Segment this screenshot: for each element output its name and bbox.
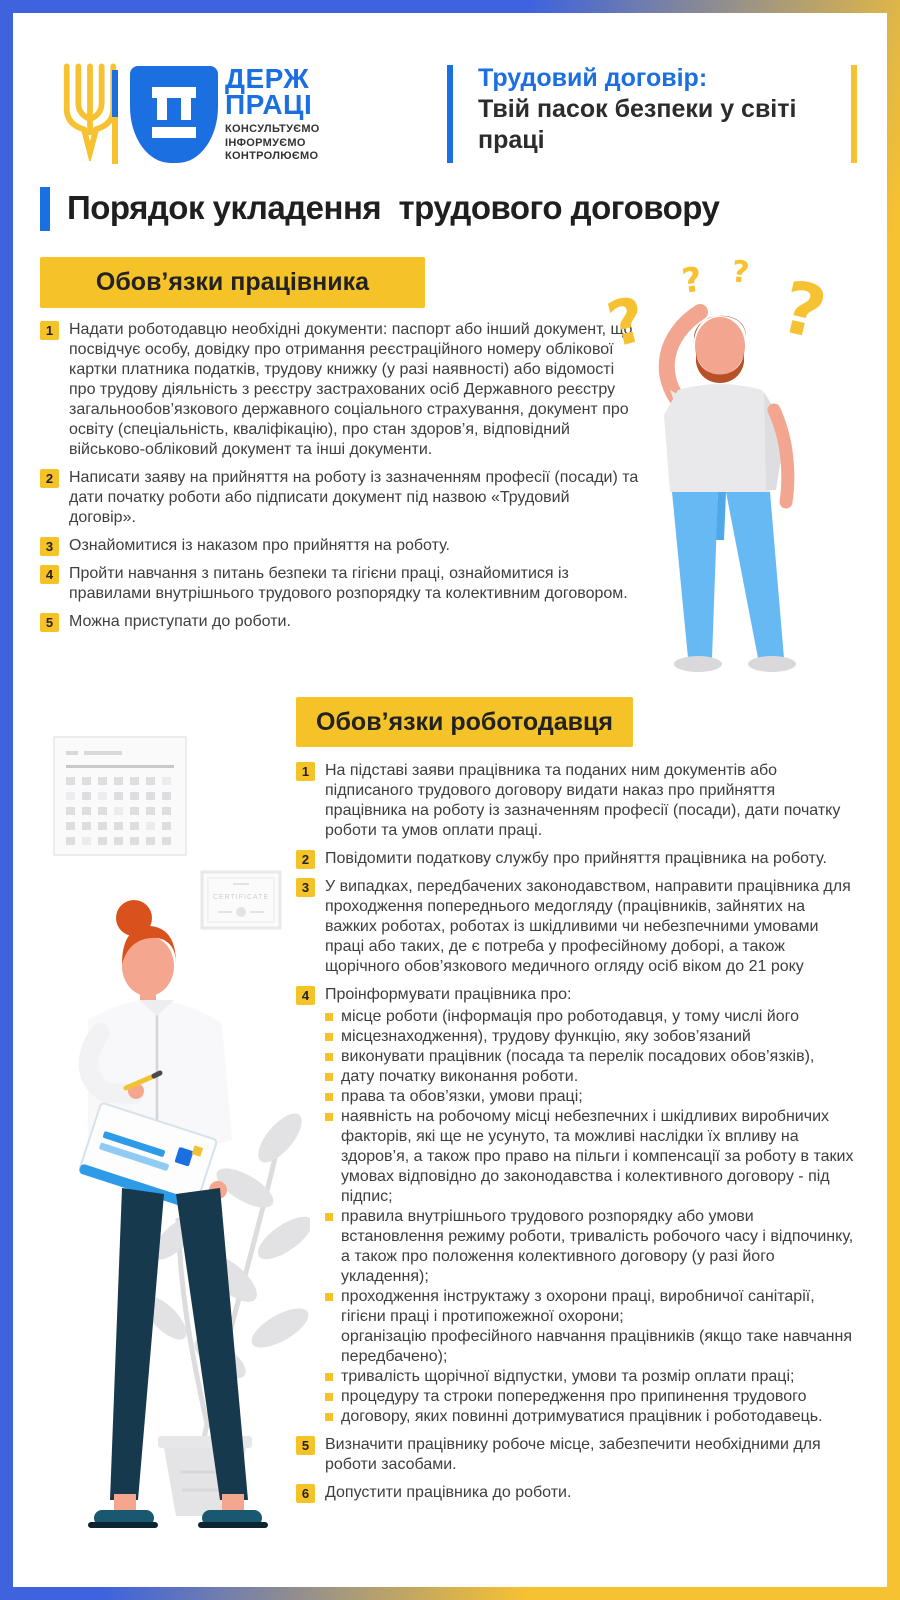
item-number-badge: 2 <box>40 469 59 488</box>
sub-item-text: наявність на робочому місці небезпечних і шкідливих виробничих факторів, які ще не усунуто, та можливі наслідки їх впливу на здоров’я, а також про право на пільги і компенсації за роботу в таких умовах відповідно до законодавства і колективного договору - під підпис; <box>341 1108 854 1205</box>
bullet-square-icon <box>325 1393 333 1401</box>
item-body <box>325 877 856 977</box>
svg-text:?: ? <box>600 282 653 362</box>
item-number-badge: 6 <box>296 1484 315 1503</box>
item-body <box>69 612 640 632</box>
poster-card <box>13 13 887 1587</box>
derzhpratsi-shield-icon <box>130 66 218 163</box>
sub-item-text: організацію професійного навчання працівників (якщо таке навчання передбачено); <box>341 1328 853 1365</box>
bullet-square-icon <box>325 1093 333 1101</box>
thinking-man-illustration <box>590 240 890 685</box>
title-accent-bar <box>40 187 50 231</box>
item-body <box>69 320 640 460</box>
svg-text:?: ? <box>729 254 751 291</box>
item-number-badge: 3 <box>296 878 315 897</box>
svg-text:?: ? <box>679 259 705 302</box>
slogan-left-bar <box>447 65 453 163</box>
sub-item-text: права та обов’язки, умови праці; <box>341 1088 583 1105</box>
bullet-square-icon <box>325 1053 333 1061</box>
item-number-badge: 3 <box>40 537 59 556</box>
sub-item <box>325 1067 856 1087</box>
item-text: Проінформувати працівника про: <box>325 986 572 1003</box>
item-body <box>69 468 640 528</box>
bullet-square-icon <box>325 1213 333 1221</box>
item-text: Допустити працівника до роботи. <box>325 1484 572 1501</box>
tagline-line3: КОНТРОЛЮЄМО <box>225 150 319 162</box>
list-item <box>296 877 856 977</box>
item-body <box>325 761 856 841</box>
sub-item <box>325 1387 856 1407</box>
sub-item-text: місце роботи (інформація про роботодавця, у тому числі його <box>341 1008 800 1025</box>
tagline-line1: КОНСУЛЬТУЄМО <box>225 123 320 135</box>
sub-item <box>325 1047 856 1067</box>
section-badge-employee: Обов’язки працівника <box>40 257 425 308</box>
item-number-badge: 5 <box>40 613 59 632</box>
sub-item <box>325 1027 856 1047</box>
list-item <box>40 612 640 632</box>
svg-text:?: ? <box>773 264 834 356</box>
item-number-badge: 1 <box>40 321 59 340</box>
item-number-badge: 4 <box>40 565 59 584</box>
sub-item <box>325 1087 856 1107</box>
sub-item-text: виконувати працівник (посада та перелік посадових обов’язків), <box>341 1048 815 1065</box>
bullet-square-icon <box>325 1113 333 1121</box>
item-body <box>69 564 640 604</box>
item-text: Повідомити податкову службу про прийняття працівника на роботу. <box>325 850 827 867</box>
employee-obligations-list <box>40 320 640 640</box>
item-text: Надати роботодавцю необхідні документи: паспорт або інший документ, що посвідчує особу, довідку про отримання реєстраційного номеру облікової картки платника податків, трудову книжку (у разі наявності) або відомості про трудову діяльність з реєстру застрахованих осіб Державного реєстру загальнообов’язкового державного соціального страхування, документ про освіту (спеціальність, кваліфікацію), про стан здоров’я, відповідний військово-обліковий документ та інші документи. <box>69 321 633 458</box>
item-body <box>69 536 640 556</box>
org-name-line2: ПРАЦІ <box>225 89 313 120</box>
item-text: На підставі заяви працівника та поданих ним документів або підписаного трудового договору видати наказ про прийняття працівника на роботу із зазначенням професії (посади), дати початку роботи та умов оплати праці. <box>325 762 841 839</box>
woman-with-documents-illustration <box>30 888 310 1563</box>
item-body <box>325 985 856 1427</box>
sub-item <box>325 1007 856 1027</box>
bullet-square-icon <box>325 1013 333 1021</box>
sub-item-text: правила внутрішнього трудового розпорядку або умови встановлення режиму роботи, тривалість робочого часу і відпочинку, а також про положення колективного договору (у разі його укладення); <box>341 1208 854 1285</box>
sub-item-text: дату початку виконання роботи. <box>341 1068 579 1085</box>
sub-item-text: проходження інструктажу з охорони праці, виробничої санітарії, гігієни праці і протипожежної охорони; <box>341 1288 815 1325</box>
bullet-square-icon <box>325 1413 333 1421</box>
item-body <box>325 849 856 869</box>
sub-item-text: процедуру та строки попередження про припинення трудового <box>341 1388 807 1405</box>
slogan-right-bar <box>851 65 857 163</box>
list-item <box>296 849 856 869</box>
item-body <box>325 1483 856 1503</box>
slogan-rest: Твій пасок безпеки у світі праці <box>478 95 797 154</box>
item-text: Ознайомитися із наказом про прийняття на роботу. <box>69 537 450 554</box>
sub-item <box>325 1367 856 1387</box>
item-body <box>325 1435 856 1475</box>
item-text: Пройти навчання з питань безпеки та гігієни праці, ознайомитися із правилами внутрішнього трудового розпорядку та колективним договором. <box>69 565 628 602</box>
item-number-badge: 5 <box>296 1436 315 1455</box>
item-text: Визначити працівнику робоче місце, забезпечити необхідними для роботи засобами. <box>325 1436 821 1473</box>
item-number-badge: 2 <box>296 850 315 869</box>
bullet-square-icon <box>325 1073 333 1081</box>
certificate-label: CERTIFICATE <box>212 894 270 901</box>
logo-divider-bar <box>112 70 118 164</box>
list-item <box>296 1483 856 1503</box>
slogan-highlight: Трудовий договір: <box>478 64 708 92</box>
list-item <box>296 985 856 1427</box>
item-text: У випадках, передбачених законодавством, направити працівника для проходження попереднього медогляду (працівників, зайнятих на важких роботах, роботах із шкідливими чи небезпечними умовами праці або таких, де є потреба у професійному доборі, а також щорічного обов’язкового медичного огляду осіб віком до 21 року <box>325 878 851 975</box>
list-item <box>40 536 640 556</box>
calendar-illustration <box>52 735 188 862</box>
sub-item-text: тривалість щорічної відпустки, умови та розмір оплати праці; <box>341 1368 795 1385</box>
org-name-line1: ДЕРЖ <box>225 63 310 94</box>
item-text: Можна приступати до роботи. <box>69 613 291 630</box>
sub-item <box>325 1327 856 1367</box>
list-item <box>40 564 640 604</box>
sub-list <box>325 1007 856 1427</box>
bullet-square-icon <box>325 1293 333 1301</box>
sub-item-text: договору, яких повинні дотримуватися працівник і роботодавець. <box>341 1408 823 1425</box>
list-item <box>296 761 856 841</box>
item-text: Написати заяву на прийняття на роботу із зазначенням професії (посади) та дати початку роботи або підписати документ під назвою «Трудовий договір». <box>69 469 639 526</box>
sub-item <box>325 1107 856 1207</box>
sub-item <box>325 1407 856 1427</box>
bullet-spacer <box>325 1333 333 1341</box>
org-name <box>225 63 313 120</box>
list-item <box>40 468 640 528</box>
employer-obligations-list <box>296 761 856 1511</box>
sub-item <box>325 1287 856 1327</box>
tagline-line2: ІНФОРМУЄМО <box>225 136 306 149</box>
section-badge-employer: Обов’язки роботодавця <box>296 697 633 747</box>
sub-item-text: місцезнаходження), трудову функцію, яку зобов’язаний <box>341 1028 751 1045</box>
slogan <box>478 63 850 156</box>
bullet-square-icon <box>325 1033 333 1041</box>
page-title: Порядок укладення трудового договору <box>67 189 720 226</box>
sub-item <box>325 1207 856 1287</box>
list-item <box>296 1435 856 1475</box>
bullet-square-icon <box>325 1373 333 1381</box>
org-tagline <box>225 123 320 164</box>
list-item <box>40 320 640 460</box>
item-number-badge: 4 <box>296 986 315 1005</box>
item-number-badge: 1 <box>296 762 315 781</box>
